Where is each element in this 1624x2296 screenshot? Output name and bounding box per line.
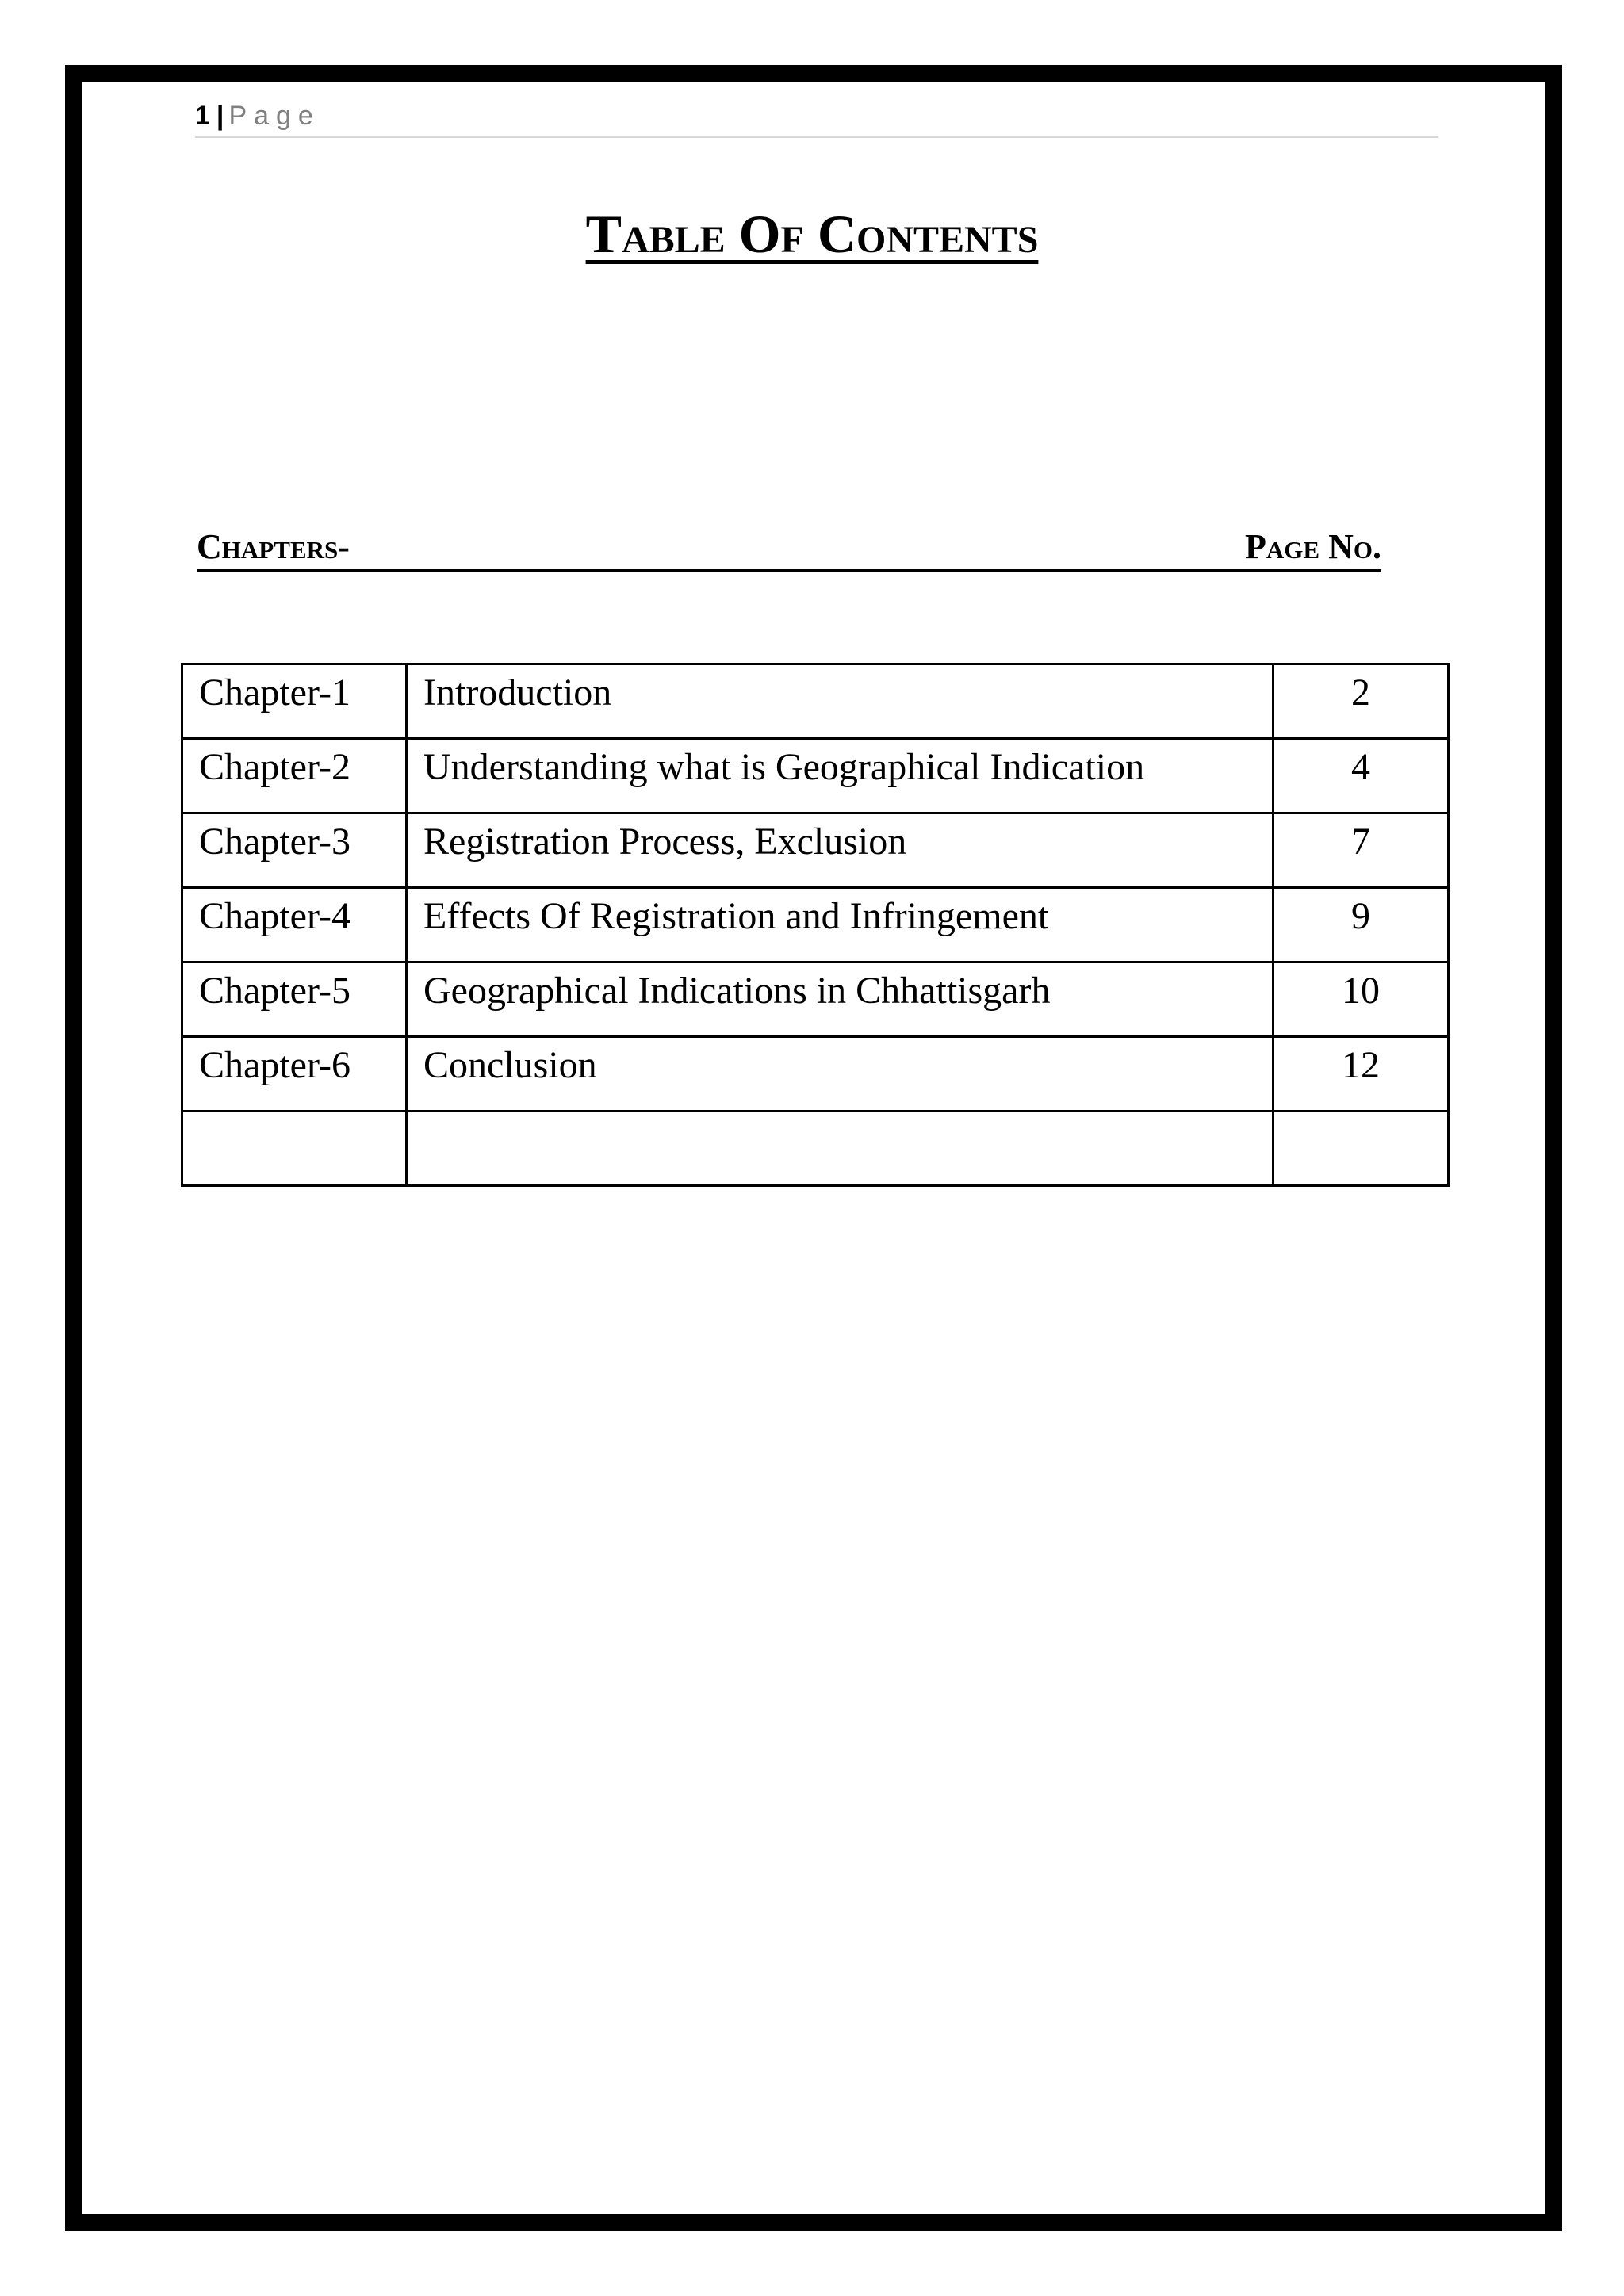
chapter-cell [182, 1112, 407, 1186]
table-row [182, 813, 1449, 888]
toc-table [181, 663, 1450, 1187]
page-cell [1274, 1112, 1449, 1186]
page-number: 1 [195, 101, 210, 131]
title-cell: Geographical Indications in Chhattisgarh [407, 962, 1274, 1037]
document-title [0, 198, 1624, 270]
title-cell: Effects Of Registration and Infringement [407, 888, 1274, 962]
page-cell: 2 [1274, 664, 1449, 739]
chapter-cell: Chapter-5 [182, 962, 407, 1037]
title-text: Table Of Contents [585, 204, 1039, 264]
chapter-cell: Chapter-1 [182, 664, 407, 739]
table-row [182, 739, 1449, 813]
page-cell: 4 [1274, 739, 1449, 813]
table-row [182, 962, 1449, 1037]
table-row [182, 1037, 1449, 1112]
page-cell: 10 [1274, 962, 1449, 1037]
page-label: Page [228, 101, 320, 131]
table-row [182, 664, 1449, 739]
chapters-heading: Chapters- [197, 527, 350, 566]
chapter-cell: Chapter-4 [182, 888, 407, 962]
toc-headings [197, 523, 1381, 572]
title-cell [407, 1112, 1274, 1186]
table-row [182, 1112, 1449, 1186]
title-cell: Registration Process, Exclusion [407, 813, 1274, 888]
chapter-cell: Chapter-2 [182, 739, 407, 813]
page-no-heading: Page No. [1245, 527, 1381, 566]
title-cell: Conclusion [407, 1037, 1274, 1112]
page-header [195, 95, 1438, 138]
title-cell: Understanding what is Geographical Indication [407, 739, 1274, 813]
page-cell: 12 [1274, 1037, 1449, 1112]
chapter-cell: Chapter-3 [182, 813, 407, 888]
page-cell: 9 [1274, 888, 1449, 962]
table-row [182, 888, 1449, 962]
header-separator: | [216, 101, 224, 131]
page-cell: 7 [1274, 813, 1449, 888]
title-cell: Introduction [407, 664, 1274, 739]
chapter-cell: Chapter-6 [182, 1037, 407, 1112]
